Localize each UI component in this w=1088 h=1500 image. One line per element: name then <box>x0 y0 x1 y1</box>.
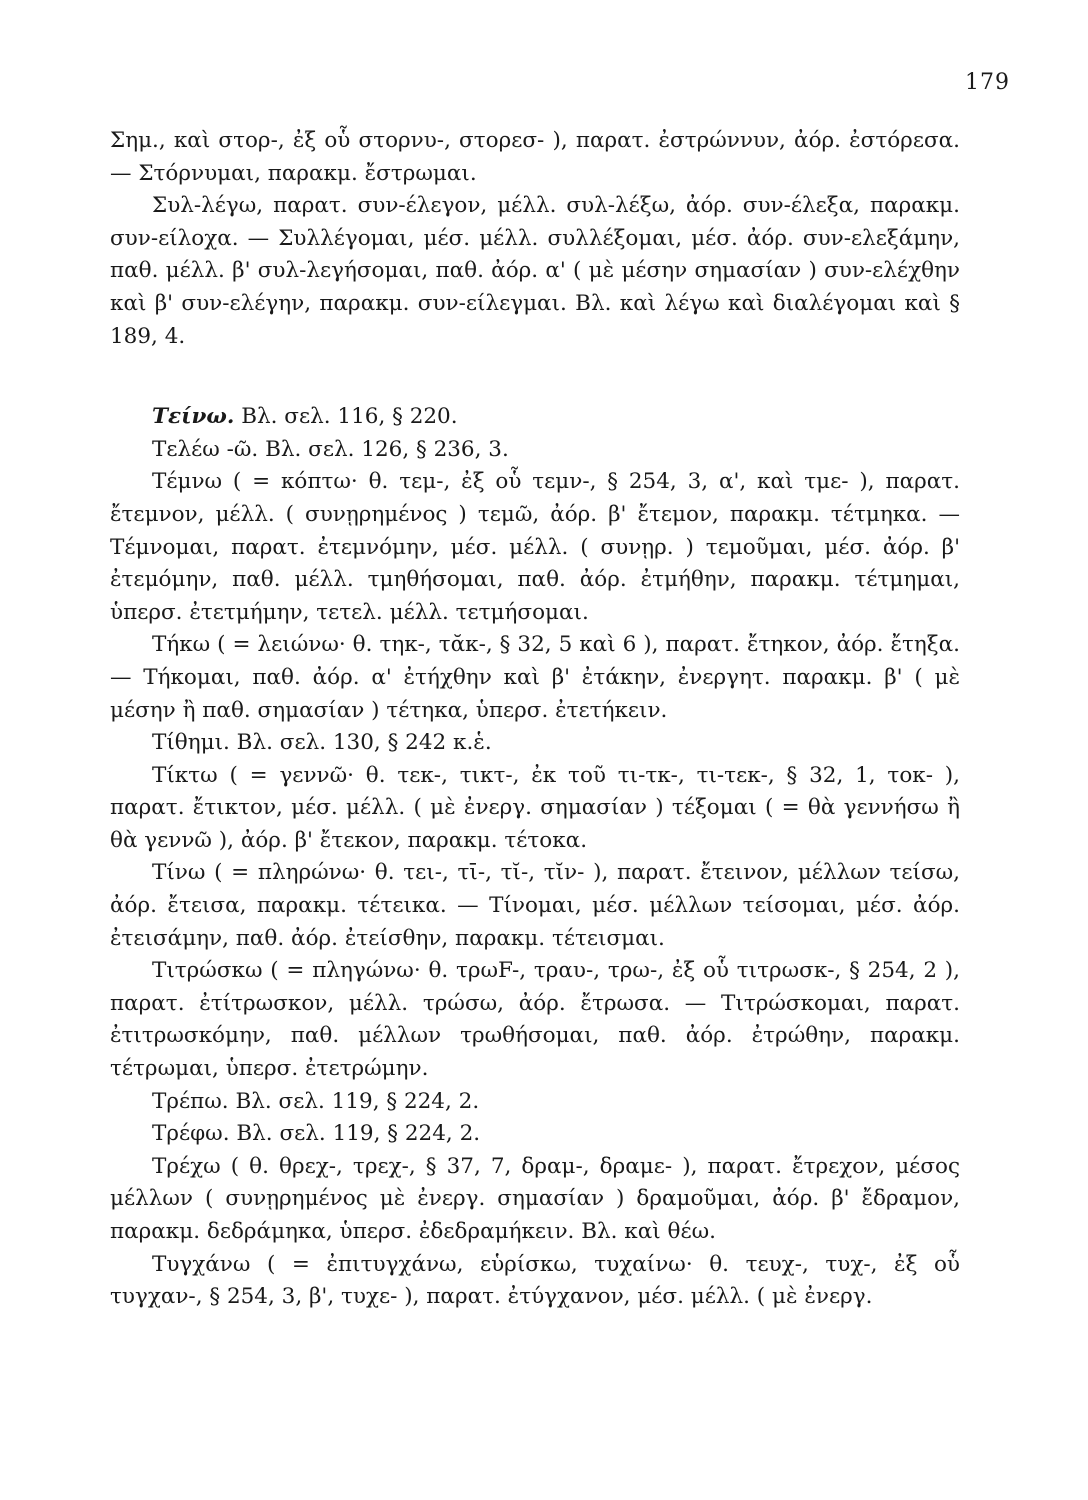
entry-temno: Τέμνω ( = κόπτω· θ. τεμ-, ἐξ οὗ τεμν-, § 254, 3, α', καὶ τμε- ), παρατ. ἔτεμνον, μέλλ. ( συνῃρημένος ) τεμῶ, ἀόρ. β' ἔτεμον, παρακμ. τέτμηκα. — Τέμνομαι, παρατ. ἐτεμνόμην, μέσ. μέλλ. ( συνῃρ. ) τεμοῦμαι, μέσ. ἀόρ. β' ἐτεμόμην, παθ. μέλλ. τμηθήσομαι, παθ. ἀόρ. ἐτμήθην, παρακμ. τέτμημαι, ὑπερσ. ἐτετμήμην, τετελ. μέλλ. τετμήσομαι. <box>110 469 960 625</box>
entry-teleo: Τελέω -ῶ. Βλ. σελ. 126, § 236, 3. <box>152 436 509 462</box>
entry-trecho: Τρέχω ( θ. θρεχ-, τρεχ-, § 37, 7, δραμ-, δραμε- ), παρατ. ἔτρεχον, μέσος μέλλων ( συνῃρημένος μὲ ἐνεργ. σημασίαν ) δραμοῦμαι, ἀόρ. β' ἔδραμον, παρακμ. δεδράμηκα, ὑπερσ. ἐδεδραμήκειν. Βλ. καὶ θέω. <box>110 1153 960 1244</box>
entry-trepho: Τρέφω. Βλ. σελ. 119, § 224, 2. <box>152 1121 481 1147</box>
dictionary-text <box>110 125 960 1314</box>
page-number: 179 <box>965 70 1010 95</box>
entry-teino <box>110 401 960 434</box>
headword-teino: Τείνω. <box>152 404 235 430</box>
entry-syllego: Συλ-λέγω, παρατ. συν-έλεγον, μέλλ. συλ-λέξω, ἀόρ. συν-έλεξα, παρακμ. συν-είλοχα. — Συλλέγομαι, μέσ. μέλλ. συλλέξομαι, μέσ. ἀόρ. συν-ελεξάμην, παθ. μέλλ. β' συλ-λεγήσομαι, παθ. ἀόρ. α' ( μὲ μέσην σημασίαν ) συν-ελέχθην καὶ β' συν-ελέγην, παρακμ. συν-είλεγμαι. Βλ. καὶ λέγω καὶ διαλέγομαι καὶ § 189, 4. <box>110 193 960 349</box>
entry-teko: Τήκω ( = λειώνω· θ. τηκ-, τᾰκ-, § 32, 5 καὶ 6 ), παρατ. ἔτηκον, ἀόρ. ἔτηξα. — Τήκομαι, παθ. ἀόρ. α' ἐτήχθην καὶ β' ἐτάκην, ἐνεργητ. παρακμ. β' ( μὲ μέσην ἢ παθ. σημασίαν ) τέτηκα, ὑπερσ. ἐτετήκειν. <box>110 632 960 723</box>
entry-trepo: Τρέπω. Βλ. σελ. 119, § 224, 2. <box>152 1088 480 1114</box>
entry-tithemi: Τίθημι. Βλ. σελ. 130, § 242 κ.ἑ. <box>152 730 492 756</box>
entry-tikto: Τίκτω ( = γεννῶ· θ. τεκ-, τικτ-, ἐκ τοῦ τι-τκ-, τι-τεκ-, § 32, 1, τοκ- ), παρατ. ἔτικτον, μέσ. μέλλ. ( μὲ ἐνεργ. σημασίαν ) τέξομαι ( = θὰ γεννήσω ἢ θὰ γεννῶ ), ἀόρ. β' ἔτεκον, παρακμ. τέτοκα. <box>110 762 960 853</box>
entry-titrosko: Τιτρώσκω ( = πληγώνω· θ. τρωF-, τραυ-, τρω-, ἐξ οὗ τιτρωσκ-, § 254, 2 ), παρατ. ἐτίτρωσκον, μέλλ. τρώσω, ἀόρ. ἔτρωσα. — Τιτρώσκομαι, παρατ. ἐτιτρωσκόμην, παθ. μέλλων τρωθήσομαι, παθ. ἀόρ. ἐτρώθην, παρακμ. τέτρωμαι, ὑπερσ. ἐτετρώμην. <box>110 958 960 1082</box>
entry-stornymi-continuation: Σημ., καὶ στορ-, ἐξ οὗ στορνυ-, στορεσ- ), παρατ. ἐστρώννυν, ἀόρ. ἐστόρεσα. — Στόρνυμαι, παρακμ. ἔστρωμαι. <box>110 128 960 186</box>
entry-tynchano: Τυγχάνω ( = ἐπιτυγχάνω, εὑρίσκω, τυχαίνω· θ. τευχ-, τυχ-, ἐξ οὗ τυγχαν-, § 254, 3, β', τυχε- ), παρατ. ἐτύγχανον, μέσ. μέλλ. ( μὲ ἐνεργ. <box>110 1251 960 1310</box>
entry-teino-body: Βλ. σελ. 116, § 220. <box>241 404 458 430</box>
entry-tino: Τίνω ( = πληρώνω· θ. τει-, τῑ-, τῐ-, τῐν- ), παρατ. ἔτεινον, μέλλων τείσω, ἀόρ. ἔτεισα, παρακμ. τέτεικα. — Τίνομαι, μέσ. μέλλων τείσομαι, μέσ. ἀόρ. ἐτεισάμην, παθ. ἀόρ. ἐτείσθην, παρακμ. τέτεισμαι. <box>110 860 960 951</box>
